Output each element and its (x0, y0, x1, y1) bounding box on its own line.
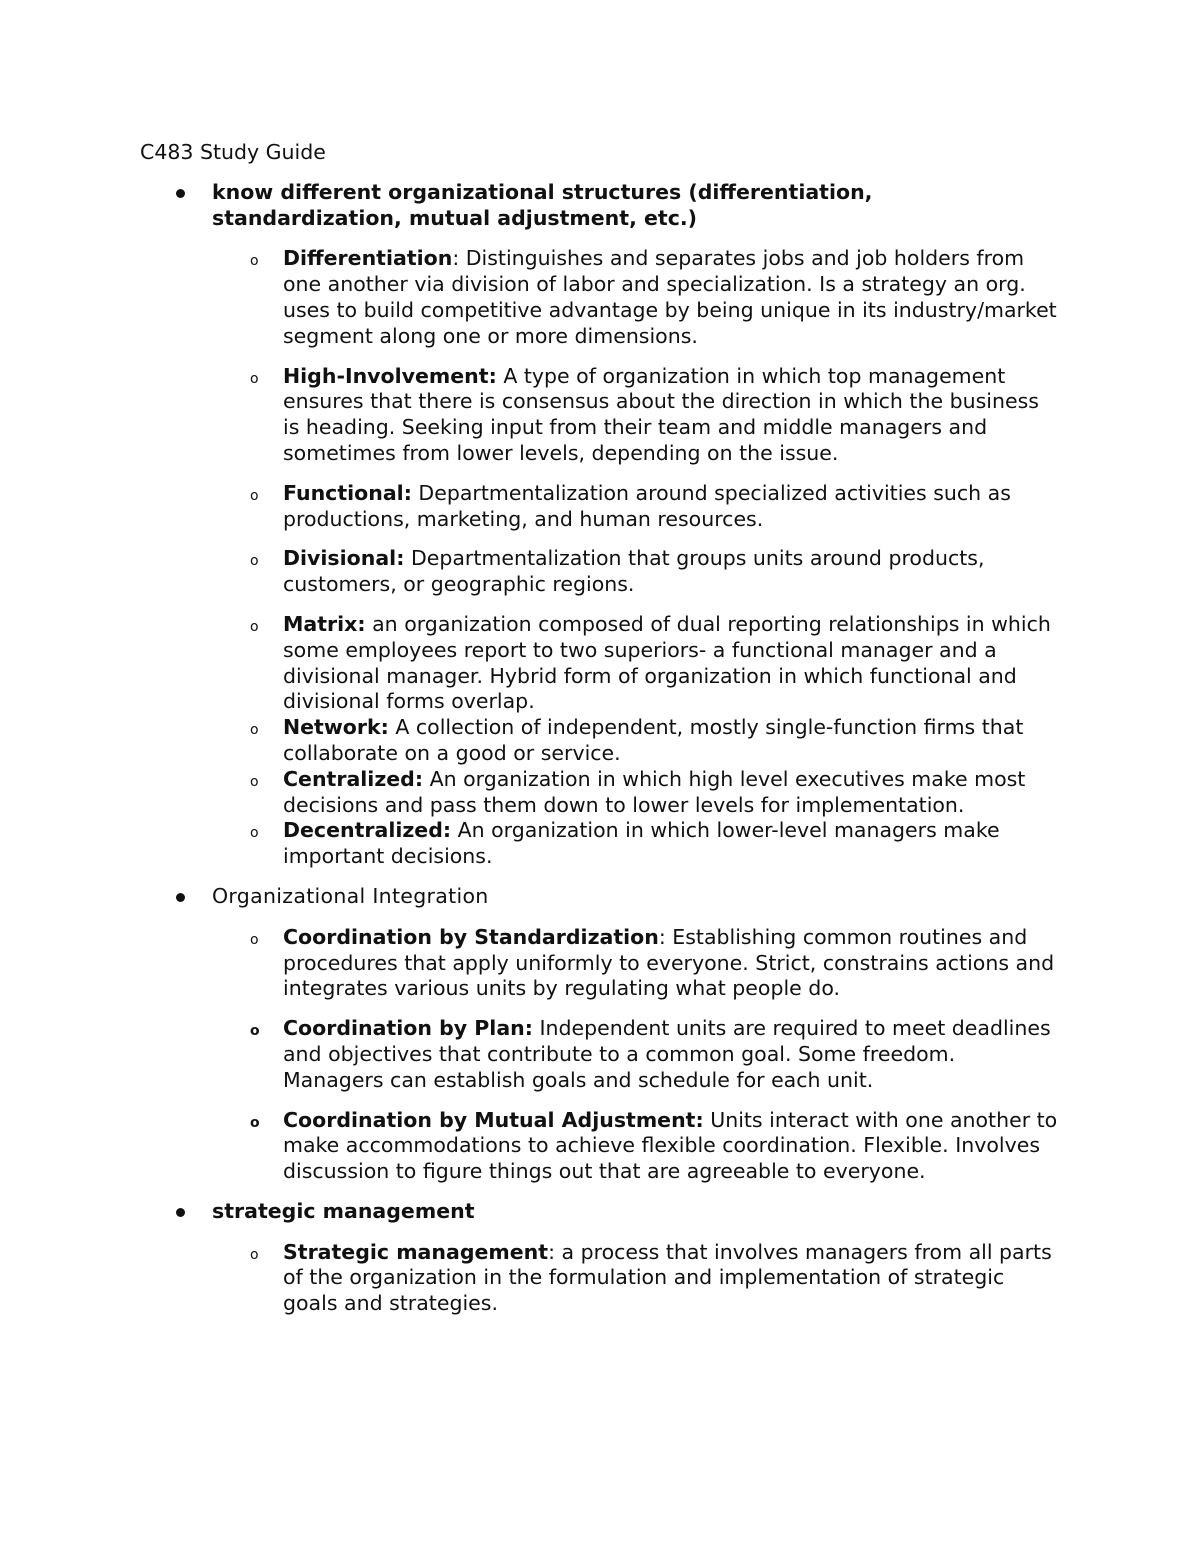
sub-bullet-icon: o (250, 1246, 259, 1263)
definition-item (212, 925, 1060, 1002)
definition-text: a process that involves managers from all parts of the organization in the formulation and implementation of strategic goals and strategies. (283, 1239, 1052, 1316)
definition-text: Departmentalization around specialized activities such as productions, marketing, and human resources. (283, 480, 1011, 531)
definition-text: Establishing common routines and procedures that apply uniformly to everyone. Strict, constrains actions and integrates various units by regulating what people do. (283, 924, 1055, 1001)
definition-item (212, 612, 1060, 715)
definition-text: Independent units are required to meet deadlines and objectives that contribute to a common goal. Some freedom. Managers can establish goals and schedule for each unit. (283, 1016, 1051, 1092)
definition-item (212, 818, 1060, 870)
topic-heading: strategic management (212, 1198, 475, 1223)
definition-item (212, 364, 1060, 467)
subtopic-list (212, 925, 1060, 1185)
topic-heading: Organizational Integration (212, 883, 489, 908)
definition-item (212, 481, 1060, 533)
definition-separator: : (658, 924, 673, 949)
definition-term: Coordination by Plan: (283, 1016, 533, 1041)
bullet-icon (176, 1208, 185, 1217)
definition-term: Decentralized: (283, 818, 452, 843)
document-body (140, 140, 1060, 1331)
definition-term: High-Involvement: (283, 363, 497, 388)
definition-text: Distinguishes and separates jobs and job holders from one another via division of labor and specialization. Is a strategy an org. uses to build competitive advantage by being unique in its industry/market segment along one or more dimensions. (283, 246, 1057, 348)
definition-item (212, 246, 1060, 349)
topic-item (140, 1199, 1060, 1317)
definition-term: Functional: (283, 480, 412, 505)
definition-text: an organization composed of dual reporting relationships in which some employees report to two superiors- a functional manager and a divisional manager. Hybrid form of organization in which functional and divisional forms overlap. (283, 611, 1051, 714)
definition-item (212, 715, 1060, 767)
definition-term: Divisional: (283, 546, 405, 571)
sub-bullet-icon: o (250, 370, 259, 387)
definition-text: A collection of independent, mostly single-function firms that collaborate on a good or service. (283, 715, 1024, 765)
document-title: C483 Study Guide (140, 140, 326, 164)
definition-term: Strategic management (283, 1239, 549, 1264)
definition-separator: : (548, 1239, 562, 1264)
definition-term: Coordination by Standardization (283, 924, 659, 949)
subtopic-list (212, 1240, 1060, 1317)
sub-bullet-icon: o (250, 618, 259, 635)
sub-bullet-icon: o (250, 825, 259, 842)
definition-text: A type of organization in which top management ensures that there is consensus about the direction in which the business is heading. Seeking input from their team and middle managers and sometimes from lower levels, depending on the issue. (283, 363, 1039, 465)
definition-item (212, 1108, 1060, 1185)
topic-list (140, 180, 1060, 1317)
sub-bullet-icon: o (250, 931, 259, 948)
definition-term: Network: (283, 715, 389, 740)
sub-bullet-icon: o (250, 722, 259, 739)
sub-bullet-icon: o (250, 1114, 260, 1131)
bullet-icon (176, 893, 185, 902)
definition-text: Units interact with one another to make accommodations to achieve flexible coordination. Flexible. Involves discussion to figure things out that are agreeable to everyone. (283, 1107, 1058, 1184)
bullet-icon (176, 189, 185, 198)
definition-term: Matrix: (283, 611, 366, 636)
definition-item (212, 767, 1060, 819)
topic-item (140, 884, 1060, 1185)
definition-text: An organization in which lower-level managers make important decisions. (283, 818, 1000, 869)
definition-item (212, 1240, 1060, 1317)
sub-bullet-icon: o (250, 487, 259, 504)
definition-text: An organization in which high level executives make most decisions and pass them down to lower levels for implementation. (283, 766, 1026, 817)
topic-item (140, 180, 1060, 870)
definition-term: Centralized: (283, 766, 424, 791)
definition-item (212, 546, 1060, 598)
definition-item (212, 1016, 1060, 1093)
subtopic-list (212, 246, 1060, 870)
sub-bullet-icon: o (250, 253, 259, 270)
sub-bullet-icon: o (250, 1023, 260, 1040)
definition-term: Coordination by Mutual Adjustment: (283, 1107, 704, 1132)
definition-separator: : (452, 246, 466, 271)
definition-term: Differentiation (283, 246, 453, 271)
definition-text: Departmentalization that groups units around products, customers, or geographic regions. (283, 546, 985, 597)
sub-bullet-icon: o (250, 773, 259, 790)
sub-bullet-icon: o (250, 553, 259, 570)
topic-heading: know different organizational structures (differentiation, standardization, mutual adjustment, etc.) (212, 179, 873, 230)
